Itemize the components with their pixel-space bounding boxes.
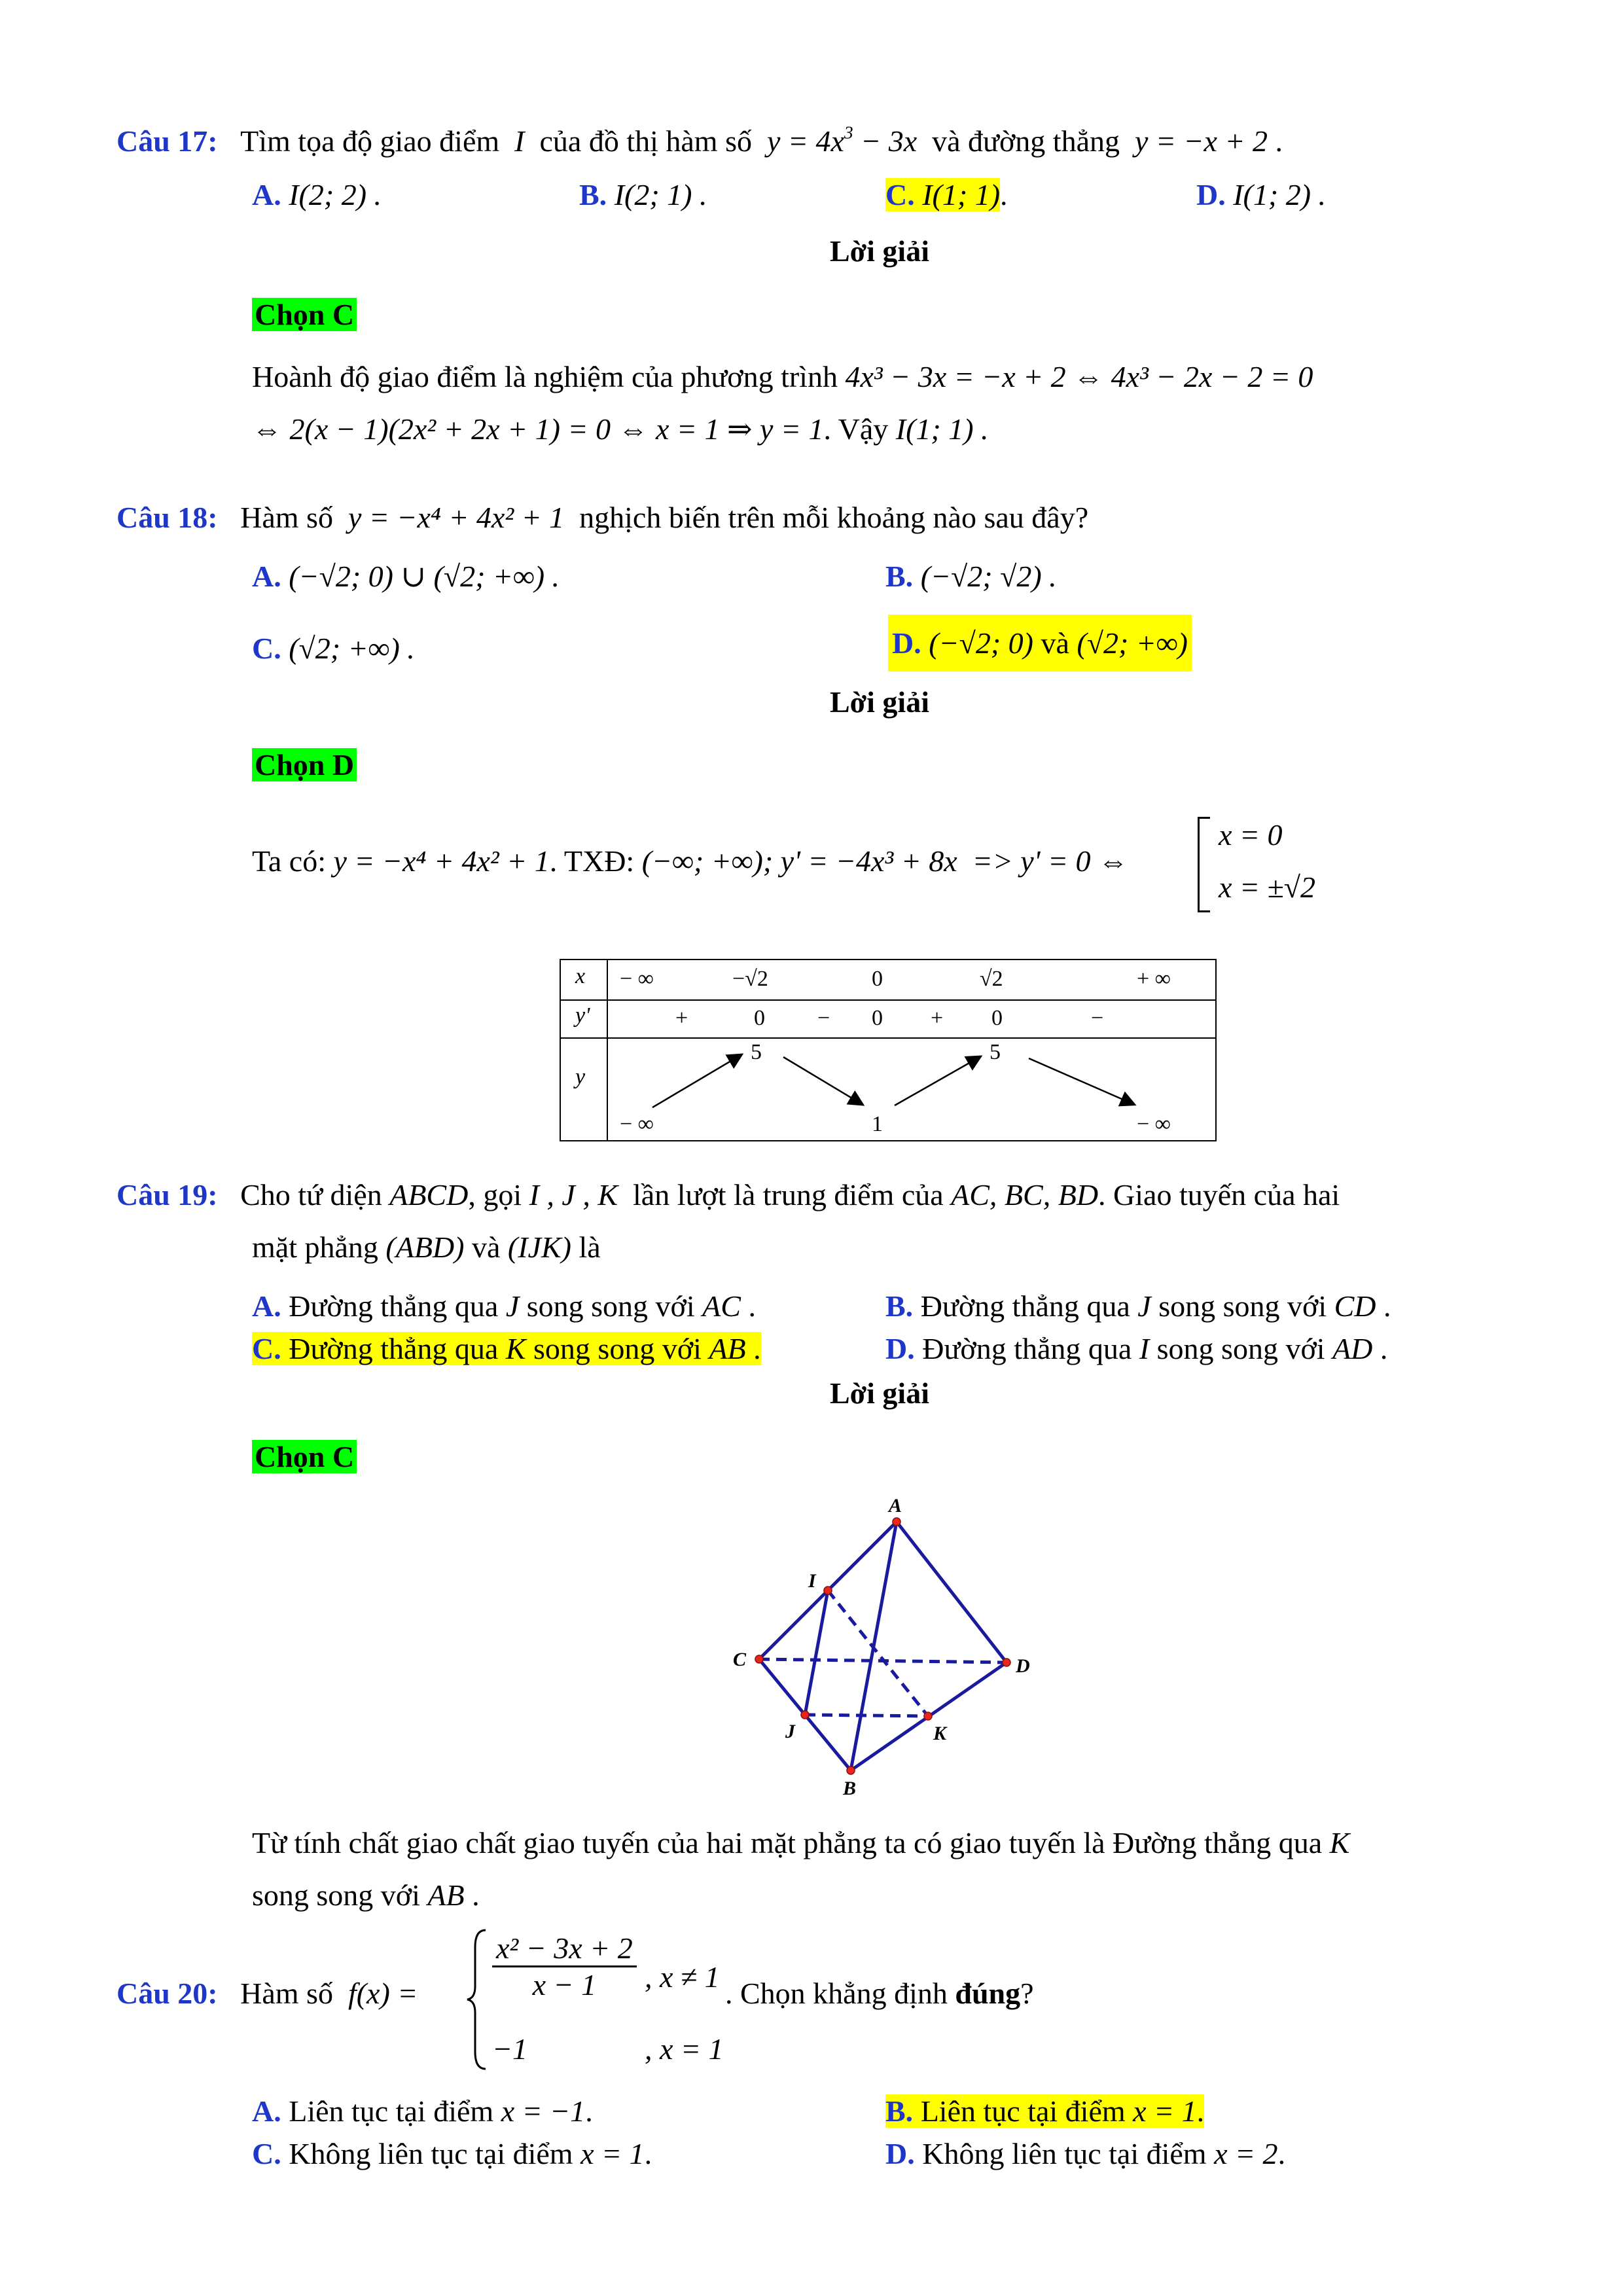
point-j — [801, 1711, 809, 1719]
q19-solution-line1: Từ tính chất giao chất giao tuyến của hai mặt phẳng ta có giao tuyến là Đường thẳng qua K — [252, 1826, 1350, 1859]
loi-giai-heading: Lời giải — [830, 1376, 929, 1410]
label-c: C — [733, 1649, 747, 1670]
option-label: D. — [1196, 178, 1226, 211]
tetrahedron-figure — [720, 1492, 1060, 1800]
option-label: A. — [252, 560, 281, 593]
case-bracket — [1198, 817, 1210, 912]
option-text: (√2; +∞) — [1077, 626, 1188, 660]
loi-giai-heading: Lời giải — [830, 234, 929, 268]
label-a: A — [889, 1495, 902, 1516]
table-sign: + — [931, 1006, 944, 1030]
q17-solution-line2: ⇔ 2(x − 1)(2x² + 2x + 1) = 0 ⇔ x = 1 ⇒ y = 1. Vậy I(1; 1) . — [252, 412, 989, 446]
case2-condition: , x = 1 — [645, 2032, 724, 2066]
label-j: J — [785, 1721, 795, 1742]
table-x-value: −√2 — [732, 967, 768, 991]
q19-solution-line2: song song với AB . — [252, 1878, 480, 1912]
table-x-value: 0 — [872, 967, 883, 991]
question-number: Câu 20: — [116, 1977, 218, 2010]
case-1: x = 0 — [1219, 818, 1283, 852]
table-sign: − — [817, 1006, 830, 1030]
stem-text: của đồ thị hàm số — [539, 124, 752, 158]
case1-fraction: $\frac{\text{x² − 3x + 2}}{x - 1}$ — [492, 1931, 637, 2002]
option-label: D. — [892, 626, 921, 660]
option-text: (√2; +∞) . — [289, 632, 415, 665]
table-y-value: 5 — [751, 1040, 762, 1064]
q20-option-d[interactable]: D. Không liên tục tại điểm x = 2. — [885, 2137, 1286, 2170]
option-label: B. — [885, 560, 914, 593]
q19-option-c[interactable]: C. Đường thẳng qua K song song với AB . — [252, 1332, 761, 1365]
q20-option-a[interactable]: A. Liên tục tại điểm x = −1. — [252, 2094, 593, 2128]
label-b: B — [843, 1778, 857, 1799]
q19-stem-line1: Câu 19: Cho tứ diện ABCD, gọi I , J , K lần lượt là trung điểm của AC, BC, BD. Giao tuyến của hai — [116, 1178, 1340, 1211]
label-k: K — [933, 1723, 947, 1744]
q18-option-b[interactable] — [885, 560, 1057, 594]
function-expr: $y = 4x^3 - 3x$ — [766, 122, 918, 158]
point-a — [893, 1518, 901, 1526]
q17-option-c[interactable]: C. I(1; 1). — [885, 178, 1008, 211]
line-expr: y = −x + 2 — [1135, 124, 1268, 158]
table-row-label: y' — [575, 1003, 590, 1028]
option-text: I(2; 2) . — [289, 178, 382, 211]
q18-stem: Câu 18: Hàm số y = −x⁴ + 4x² + 1 nghịch biến trên mỗi khoảng nào sau đây? — [116, 501, 1089, 534]
chon-answer: Chọn C — [252, 298, 357, 332]
q19-option-d[interactable]: D. Đường thẳng qua I song song với AD . — [885, 1332, 1388, 1365]
label-d: D — [1016, 1655, 1030, 1677]
chon-answer: Chọn C — [252, 1440, 357, 1475]
edge-ad — [897, 1522, 1007, 1662]
piecewise-brace — [465, 1928, 491, 2072]
q17-stem: Câu 17: Tìm tọa độ giao điểm I của đồ thị hàm số $y = 4x^3 - 3x$ và đường thẳng y = −x + 2 . — [116, 122, 1283, 158]
table-sign: 0 — [872, 1006, 883, 1030]
option-text: (−√2; 0) — [929, 626, 1033, 660]
table-y-value: 5 — [990, 1040, 1001, 1064]
stem-text: Tìm tọa độ giao điểm — [240, 124, 500, 158]
q19-option-a[interactable]: A. Đường thẳng qua J song song với AC . — [252, 1289, 756, 1323]
arrow-down — [1029, 1058, 1133, 1104]
table-x-value: − ∞ — [620, 967, 654, 991]
option-text: (−√2; √2) . — [920, 560, 1057, 593]
point-k — [924, 1712, 932, 1720]
case-2: x = ±√2 — [1219, 870, 1315, 904]
stem-text: và đường thẳng — [932, 124, 1120, 158]
option-label: B. — [579, 178, 607, 211]
table-sign: + — [675, 1006, 688, 1030]
question-number: Câu 17: — [116, 124, 218, 158]
variation-arrows — [561, 960, 1215, 1140]
variation-table — [560, 959, 1217, 1141]
option-text: I(1; 1) — [922, 178, 1001, 211]
q18-option-c[interactable] — [252, 632, 415, 666]
arrow-up — [652, 1055, 741, 1107]
q17-solution-line1: Hoành độ giao điểm là nghiệm của phương trình 4x³ − 3x = −x + 2 ⇔ 4x³ − 2x − 2 = 0 — [252, 360, 1313, 393]
table-y-value: 1 — [872, 1112, 883, 1136]
table-row-label: y — [575, 1065, 586, 1089]
option-text: I(1; 2) . — [1233, 178, 1327, 211]
table-y-value: − ∞ — [620, 1112, 654, 1136]
q19-stem-line2: mặt phẳng (ABD) và (IJK) là — [252, 1230, 601, 1264]
table-sign: 0 — [991, 1006, 1003, 1030]
label-i: I — [808, 1570, 816, 1592]
case1-condition: , x ≠ 1 — [645, 1960, 720, 1994]
q18-option-d[interactable] — [885, 619, 1194, 669]
edge-ik — [828, 1590, 928, 1716]
q20-option-c[interactable]: C. Không liên tục tại điểm x = 1. — [252, 2137, 652, 2170]
table-row-label: x — [575, 964, 586, 988]
point-c — [755, 1655, 763, 1663]
point-d — [1003, 1659, 1010, 1666]
loi-giai-heading: Lời giải — [830, 685, 929, 719]
arrow-up — [895, 1057, 980, 1105]
table-sign: 0 — [754, 1006, 765, 1030]
q19-option-b[interactable]: B. Đường thẳng qua J song song với CD . — [885, 1289, 1391, 1323]
question-number: Câu 19: — [116, 1178, 218, 1211]
q20-stem: Câu 20: Hàm số f(x) = — [116, 1977, 418, 2010]
table-y-value: − ∞ — [1137, 1112, 1171, 1136]
table-sign: − — [1091, 1006, 1104, 1030]
table-x-value: + ∞ — [1137, 967, 1171, 991]
q17-option-d[interactable] — [1196, 178, 1326, 213]
option-label: C. — [885, 178, 915, 211]
q17-option-a[interactable] — [252, 178, 382, 213]
point-i — [824, 1587, 832, 1594]
option-label: A. — [252, 178, 281, 211]
q20-stem-tail: . Chọn khẳng định đúng? — [725, 1977, 1034, 2010]
q18-solution: Ta có: y = −x⁴ + 4x² + 1. TXĐ: (−∞; +∞); y' = −4x³ + 8x => y' = 0 ⇔ — [252, 844, 1129, 878]
q17-option-b[interactable] — [579, 178, 707, 213]
math-var: I — [514, 124, 525, 158]
option-text: (−√2; 0) ∪ (√2; +∞) . — [289, 560, 560, 593]
q18-option-a[interactable] — [252, 560, 560, 594]
q20-option-b[interactable]: B. Liên tục tại điểm x = 1. — [885, 2094, 1205, 2128]
table-x-value: √2 — [980, 967, 1003, 991]
question-number: Câu 18: — [116, 501, 218, 534]
option-text: I(2; 1) . — [614, 178, 707, 211]
option-text: và — [1041, 626, 1069, 660]
point-b — [847, 1767, 855, 1774]
edge-jk — [805, 1715, 928, 1716]
option-label: C. — [252, 632, 281, 665]
case2-value: −1 — [492, 2032, 528, 2066]
chon-answer: Chọn D — [252, 748, 357, 783]
arrow-down — [783, 1057, 862, 1104]
